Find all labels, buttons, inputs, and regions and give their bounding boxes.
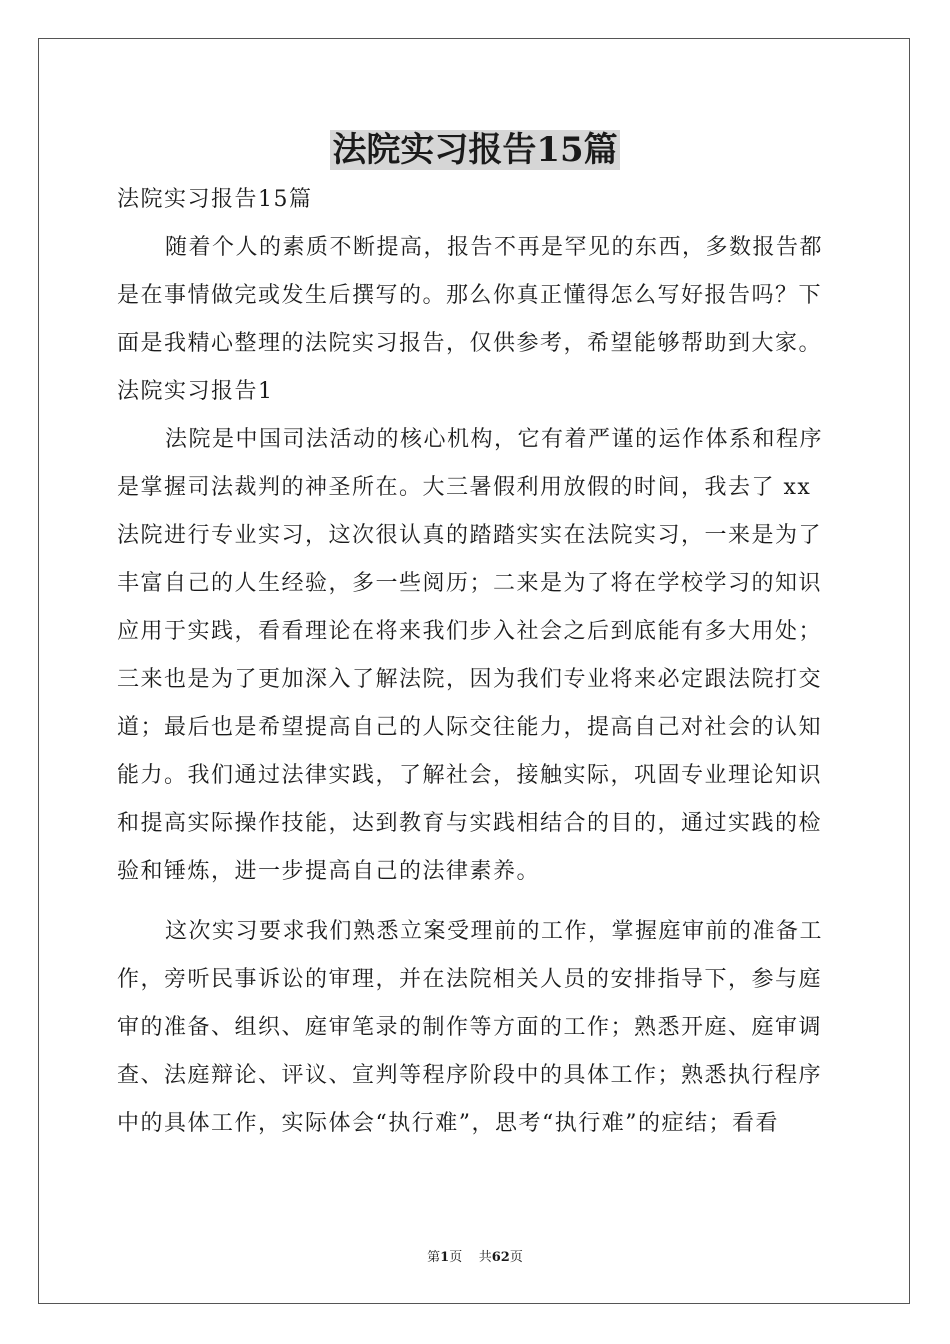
footer-total-suffix: 页 [509,1250,523,1265]
text-line: 随着个人的素质不断提高，报告不再是罕见的东西，多数报告都 [165,235,824,260]
text-line: 查、法庭辩论、评议、宣判等程序阶段中的具体工作；熟悉执行程序 [117,1063,823,1088]
document-title-text: 法院实习报告15篇 [332,130,618,170]
text-line: 审的准备、组织、庭审笔录的制作等方面的工作；熟悉开庭、庭审调 [117,1015,823,1040]
document-body [117,176,833,1148]
text-line: 三来也是为了更加深入了解法院，因为我们专业将来必定跟法院打交 [117,667,823,692]
paragraph-spacer [117,896,833,908]
footer-page-number: 1 [440,1250,450,1265]
document-title [0,126,950,174]
text-line: 法院实习报告1 [117,379,274,404]
footer-page-prefix: 第 [427,1250,441,1265]
text-line: 应用于实践，看看理论在将来我们步入社会之后到底能有多大用处； [117,619,823,644]
text-line: 法院进行专业实习，这次很认真的踏踏实实在法院实习，一来是为了 [117,523,823,548]
text-line: 丰富自己的人生经验，多一些阅历；二来是为了将在学校学习的知识 [117,571,823,596]
page-footer [0,1248,950,1268]
footer-page-suffix: 页 [449,1250,463,1265]
text-line: 是在事情做完或发生后撰写的。那么你真正懂得怎么写好报告吗？下 [117,283,823,308]
text-line: 作，旁听民事诉讼的审理，并在法院相关人员的安排指导下，参与庭 [117,967,823,992]
text-line: 面是我精心整理的法院实习报告，仅供参考，希望能够帮助到大家。 [117,331,823,356]
text-line: 法院实习报告15篇 [117,187,313,212]
text-line: 中的具体工作，实际体会“执行难”，思考“执行难”的症结；看看 [117,1111,779,1136]
text-line: 和提高实际操作技能，达到教育与实践相结合的目的，通过实践的检 [117,811,823,836]
text-line: 这次实习要求我们熟悉立案受理前的工作，掌握庭审前的准备工 [165,919,824,944]
text-line: 法院是中国司法活动的核心机构，它有着严谨的运作体系和程序 [165,427,824,452]
text-line: 是掌握司法裁判的神圣所在。大三暑假利用放假的时间，我去了 xx [117,475,812,500]
text-line: 验和锤炼，进一步提高自己的法律素养。 [117,859,541,884]
text-line: 道；最后也是希望提高自己的人际交往能力，提高自己对社会的认知 [117,715,823,740]
footer-total-pages: 62 [491,1250,510,1265]
footer-total-prefix: 共 [478,1250,492,1265]
text-line: 能力。我们通过法律实践，了解社会，接触实际，巩固专业理论知识 [117,763,823,788]
